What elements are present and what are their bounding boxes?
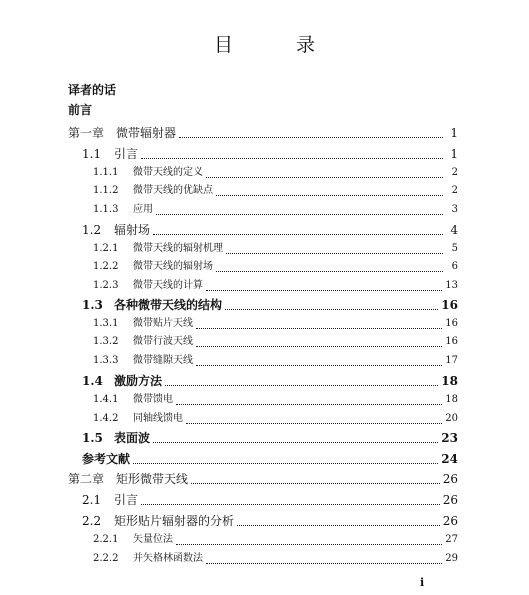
toc-entry [82, 492, 458, 508]
toc-entry-page: 2 [451, 167, 458, 178]
toc-entry [93, 183, 458, 199]
toc-leader-dots [153, 432, 438, 443]
toc-entry-number: 1.1 [82, 147, 102, 161]
toc-entry-number: 1.1.2 [93, 185, 119, 196]
toc-entry-title: 微带贴片天线 [133, 318, 193, 329]
toc-entry-page: 2 [451, 185, 458, 196]
toc-entry-page: 18 [441, 374, 458, 388]
toc-entry-page: 26 [442, 514, 458, 528]
toc-entry [93, 259, 458, 275]
toc-entry-page: 16 [445, 318, 458, 329]
toc-entry [68, 125, 458, 141]
toc-entry-title: 微带天线的定义 [133, 167, 203, 178]
toc-entry-page: 1 [450, 126, 458, 140]
toc-entry-number: 1.4.2 [93, 413, 119, 424]
toc-entry-title: 微带缝隙天线 [133, 355, 193, 366]
toc-entry-number: 1.4.1 [93, 394, 119, 405]
toc-entry-page: 4 [450, 223, 458, 237]
toc-entry [82, 146, 458, 162]
toc-entry-title: 微带辐射器 [116, 126, 177, 140]
toc-entry-title: 微带天线的辐射场 [133, 261, 213, 272]
toc-entry-page: 27 [445, 534, 458, 545]
toc-entry-title: 译者的话 [68, 83, 117, 97]
toc-entry-title: 参考文献 [82, 452, 131, 466]
toc-entry-title: 应用 [133, 204, 153, 215]
toc-entry-number: 1.4 [82, 374, 103, 388]
toc-entry-page: 17 [445, 355, 458, 366]
toc-entry-page: 3 [451, 204, 458, 215]
toc-entry [93, 316, 458, 332]
toc-entry-page: 26 [442, 493, 458, 507]
toc-entry-number: 2.2 [82, 514, 102, 528]
toc-entry [93, 532, 458, 548]
toc-entry-title: 辐射场 [114, 223, 151, 237]
toc-leader-dots [141, 494, 440, 505]
toc-entry-title: 矩形贴片辐射器的分析 [114, 514, 235, 528]
toc-entry-number: 1.3 [82, 298, 103, 312]
toc-entry-title: 激励方法 [114, 374, 163, 388]
toc-entry-page: 20 [445, 413, 458, 424]
toc-entry-page: 24 [441, 452, 458, 466]
toc-entry [82, 373, 458, 389]
toc-entry [93, 353, 458, 369]
toc-entry-page: 18 [445, 394, 458, 405]
toc-entry-page: 6 [451, 261, 458, 272]
toc-entry-page: 16 [441, 298, 458, 312]
toc-entry-number: 1.3.3 [93, 355, 119, 366]
toc-leader-dots [196, 336, 442, 347]
toc-entry-number: 1.2.3 [93, 280, 119, 291]
toc-entry-number: 1.1.3 [93, 204, 119, 215]
toc-entry-title: 微带天线的优缺点 [133, 185, 213, 196]
toc-entry [68, 471, 458, 487]
toc-entry-title: 微带行波天线 [133, 336, 193, 347]
toc-entry [68, 82, 458, 98]
toc-entry-title: 矢量位法 [133, 534, 173, 545]
toc-entry-page: 23 [441, 431, 458, 445]
toc-entry-number: 1.1.1 [93, 167, 119, 178]
toc-entry-page: 5 [451, 243, 458, 254]
toc-leader-dots [165, 375, 438, 386]
toc-entry-number: 第二章 [68, 472, 105, 486]
toc-leader-dots [186, 413, 442, 424]
toc-leader-dots [133, 453, 438, 464]
toc-entry-number: 1.5 [82, 431, 103, 445]
toc-leader-dots [226, 243, 443, 254]
toc-entry-title: 微带馈电 [133, 394, 173, 405]
toc-entry-number: 1.3.2 [93, 336, 119, 347]
toc-entry [93, 165, 458, 181]
toc-entry-title: 微带天线的计算 [133, 280, 203, 291]
toc-entry [82, 451, 458, 467]
toc-entry-page: 26 [442, 472, 458, 486]
toc-entry-number: 2.2.2 [93, 553, 119, 564]
toc-entry [93, 334, 458, 350]
toc-entry-number: 1.2.1 [93, 243, 119, 254]
toc-leader-dots [196, 318, 442, 329]
page-title: 目 录 [213, 34, 337, 56]
toc-leader-dots [237, 515, 440, 526]
page-number: i [420, 576, 425, 589]
toc-entry-title: 同轴线馈电 [133, 413, 183, 424]
toc-entry [68, 102, 458, 118]
toc-entry [82, 430, 458, 446]
toc-entry-title: 并矢格林函数法 [133, 553, 203, 564]
toc-entry-number: 第一章 [68, 126, 105, 140]
toc-leader-dots [176, 394, 442, 405]
toc-leader-dots [216, 261, 443, 272]
toc-entry-page: 13 [445, 280, 458, 291]
toc-leader-dots [206, 167, 443, 178]
toc-leader-dots [225, 299, 438, 310]
toc-leader-dots [179, 127, 443, 138]
toc-entry-title: 矩形微带天线 [116, 472, 189, 486]
toc-leader-dots [206, 553, 442, 564]
toc-entry-number: 2.1 [82, 493, 102, 507]
toc-entry-title: 前言 [68, 103, 93, 117]
toc-leader-dots [156, 204, 443, 215]
toc-entry-title: 引言 [114, 493, 139, 507]
toc-leader-dots [141, 148, 443, 159]
toc-leader-dots [191, 473, 440, 484]
toc-entry [93, 411, 458, 427]
toc-entry-title: 各种微带天线的结构 [114, 298, 223, 312]
toc-leader-dots [176, 534, 442, 545]
toc-entry-number: 1.3.1 [93, 318, 119, 329]
toc-entry [82, 513, 458, 529]
toc-entry-page: 29 [445, 553, 458, 564]
toc-entry [93, 392, 458, 408]
toc-entry [82, 297, 458, 313]
toc-entry [93, 278, 458, 294]
toc-entry-title: 表面波 [114, 431, 151, 445]
toc-entry-number: 1.2.2 [93, 261, 119, 272]
toc-leader-dots [196, 355, 442, 366]
toc-leader-dots [206, 280, 442, 291]
toc-entry-title: 微带天线的辐射机理 [133, 243, 223, 254]
toc-entry-title: 引言 [114, 147, 139, 161]
toc-leader-dots [153, 224, 443, 235]
toc-entry-page: 16 [445, 336, 458, 347]
toc-entry [93, 202, 458, 218]
toc-entry [93, 241, 458, 257]
toc-entry [93, 551, 458, 567]
toc-entry-number: 1.2 [82, 223, 102, 237]
toc-entry-number: 2.2.1 [93, 534, 119, 545]
toc-entry-page: 1 [450, 147, 458, 161]
toc-entry [82, 222, 458, 238]
toc-leader-dots [216, 185, 443, 196]
